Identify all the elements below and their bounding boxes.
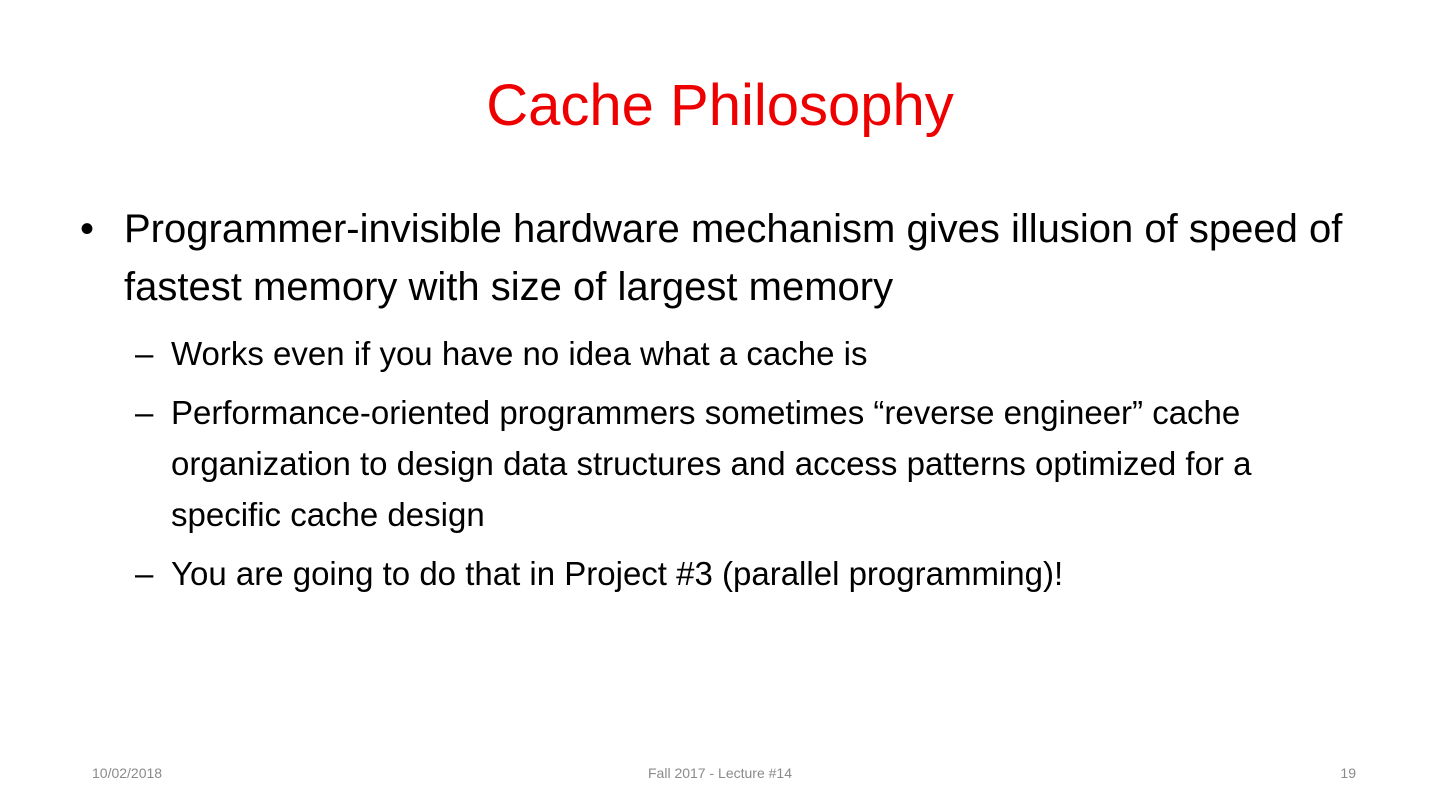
sub-bullet-item xyxy=(80,328,1370,379)
footer-lecture: Fall 2017 - Lecture #14 xyxy=(648,765,792,781)
sub-bullet-text: You are going to do that in Project #3 (parallel programming)! xyxy=(171,555,1064,592)
dash-icon: – xyxy=(135,335,154,372)
footer-page-number: 19 xyxy=(1340,765,1356,781)
bullet-dot-icon: • xyxy=(80,207,95,251)
slide-title: Cache Philosophy xyxy=(486,73,954,138)
sub-bullet-text: Works even if you have no idea what a cache is xyxy=(171,335,868,372)
dash-icon: – xyxy=(135,394,154,431)
sub-bullet-text: Performance-oriented programmers sometimes “reverse engineer” cache organization to design data structures and access patterns optimized for a specific cache design xyxy=(171,394,1252,533)
footer-date: 10/02/2018 xyxy=(92,765,163,781)
sub-bullet-item xyxy=(80,387,1370,540)
slide-body xyxy=(80,200,1370,599)
sub-bullet-item xyxy=(80,548,1370,599)
bullet-item xyxy=(80,200,1370,316)
bullet-text: Programmer-invisible hardware mechanism gives illusion of speed of fastest memory with size of largest memory xyxy=(124,207,1343,309)
dash-icon: – xyxy=(135,555,154,592)
